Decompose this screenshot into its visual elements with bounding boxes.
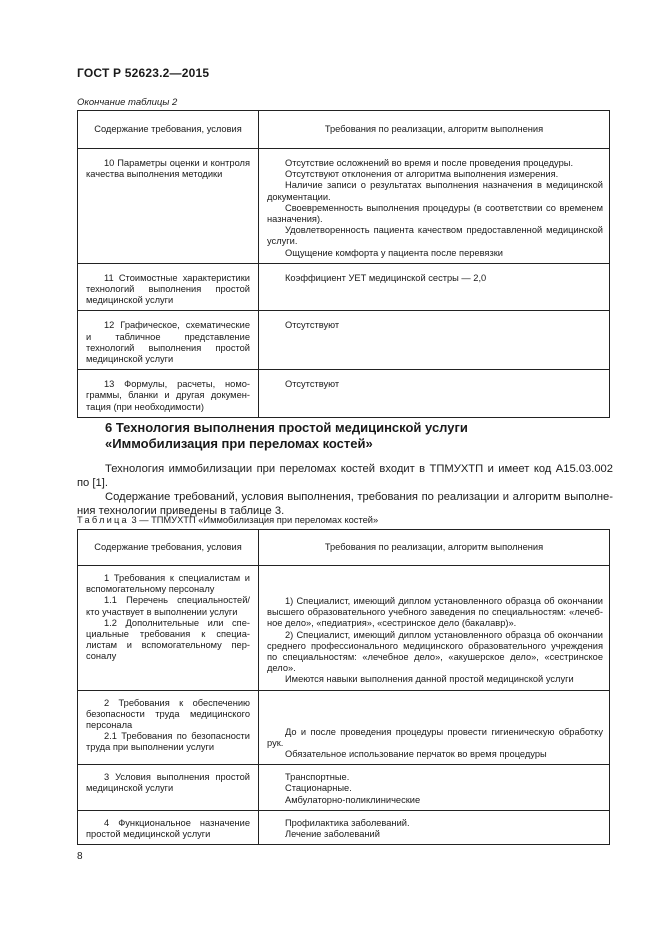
table3-row4-right-line: Профилактика заболеваний. <box>285 817 410 828</box>
section-title <box>105 420 605 452</box>
table-row <box>78 765 610 811</box>
table3-row2-right-line: До и после проведения процедуры провести гигиеническую обработку рук. <box>267 726 603 748</box>
table2-col2-header: Требования по реализации, алгоритм выполнения <box>259 111 610 149</box>
table2-row11-value: Коэффициент УЕТ медицинской сестры — 2,0 <box>285 272 487 283</box>
table-row <box>78 311 610 370</box>
table3-row1-left-line: 1.2 Дополнительные или специальные требования к специалистам и вспомогательному персоналу <box>86 617 250 662</box>
table2-row10-line: Наличие записи о результатах выполнения назначения в медицинской документации. <box>267 180 603 202</box>
table3-row2-left-line: 2 Требования к обеспечению безопасности труда медицинского персонала <box>86 697 250 731</box>
table2-header-row <box>78 111 610 149</box>
table3-row2-right-line: Обязательное использование перчаток во время процедуры <box>285 749 547 760</box>
table-row <box>78 149 610 264</box>
table2 <box>77 110 610 418</box>
table2-row12-value: Отсутствуют <box>285 320 340 331</box>
table3-row3-right-line: Амбулаторно-поликлинические <box>285 794 421 805</box>
table2-row10-line: Отсутствие осложнений во время и после проведения процедуры. <box>285 158 574 168</box>
table-row <box>78 370 610 418</box>
table2-row10-line: Удовлетворенность пациента качеством предоставленной медицинской услуги. <box>267 225 603 247</box>
table3-row1-right-line: 2) Специалист, имеющий диплом установленного образца об окончании среднего профессионального медицинского образовательного учреждения по специальностям: «лечебное дело», «акушерское дело», «сестринское дело». <box>267 629 603 674</box>
table3-row4-left-line: 4 Функциональное назначение простой медицинской услуги <box>86 817 250 840</box>
section-body <box>77 462 613 518</box>
document-header: ГОСТ Р 52623.2—2015 <box>77 66 210 80</box>
table2-row13-value: Отсутствуют <box>285 379 340 390</box>
table3-header-row <box>78 530 610 566</box>
table3-row1-right-line: Имеются навыки выполнения данной простой медицинской услуги <box>285 674 574 685</box>
table2-col1-header: Содержание требования, условия <box>78 111 259 149</box>
section-title-line1: 6 Технология выполнения простой медицинской услуги <box>105 420 468 435</box>
section-paragraph: Содержание требований, условия выполнения, требования по реализации и алгоритм выполнения технологии приведены в таблице 3. <box>77 491 613 517</box>
page-number: 8 <box>77 851 83 862</box>
table2-row11-label: 11 Стоимостные характеристики технологий выполнения простой медицинской услуги <box>86 272 250 306</box>
table3-row3-right-line: Транспортные. <box>285 772 350 783</box>
table3-row3-right-line: Стационарные. <box>285 783 352 794</box>
table3-row2-left-line: 2.1 Требования по безопасности труда при выполнении услуги <box>86 731 250 753</box>
table2-row10-line: Ощущение комфорта у пациента после перевязки <box>285 247 503 258</box>
table-row <box>78 566 610 691</box>
section-paragraph: Технология иммобилизации при переломах костей входит в ТПМУХТП и имеет код A15.03.002 по [1]. <box>77 463 613 489</box>
table2-row12-label: 12 Графическое, схематические и табличное представление технологий выполнения простой медицинской услуги <box>86 320 250 365</box>
table-row <box>78 263 610 311</box>
table3-row3-left-line: 3 Условия выполнения простой медицинской услуги <box>86 772 250 794</box>
table2-row10-label: 10 Параметры оценки и контроля качества выполнения методики <box>86 158 250 180</box>
table3-row1-left-line: 1 Требования к специалистам и вспомогательному персоналу <box>86 573 250 595</box>
table2-row13-label: 13 Формулы, расчеты, номограммы, бланки и другая документация (при необходимости) <box>86 379 250 412</box>
table2-row10-line: Отсутствуют отклонения от алгоритма выполнения измерения. <box>285 169 559 180</box>
table3-caption <box>77 515 378 525</box>
section-title-line2: «Иммобилизация при переломах костей» <box>105 436 373 451</box>
table3-row1-left-line: 1.1 Перечень специальностей/кто участвует в выполнении услуги <box>86 595 250 617</box>
table3-col2-header: Требования по реализации, алгоритм выполнения <box>259 530 610 566</box>
table3-row4-right-line: Лечение заболеваний <box>285 829 380 840</box>
table3-caption-word: Таблица <box>77 515 129 525</box>
table-row <box>78 810 610 844</box>
table3 <box>77 529 610 845</box>
table2-caption: Окончание таблицы 2 <box>77 97 178 108</box>
table3-caption-rest: 3 — ТПМУХТП «Иммобилизация при переломах костей» <box>128 515 379 525</box>
table-row <box>78 690 610 765</box>
table3-row1-right-line: 1) Специалист, имеющий диплом установленного образца об окончании высшего образовательного учебного заведения по специальностям: «лечебное дело», «педиатрия», «сестринское дело (бакалавр)». <box>267 596 603 629</box>
table2-row10-line: Своевременность выполнения процедуры (в соответствии со временем назначения). <box>267 202 603 225</box>
table3-col1-header: Содержание требования, условия <box>78 530 259 566</box>
